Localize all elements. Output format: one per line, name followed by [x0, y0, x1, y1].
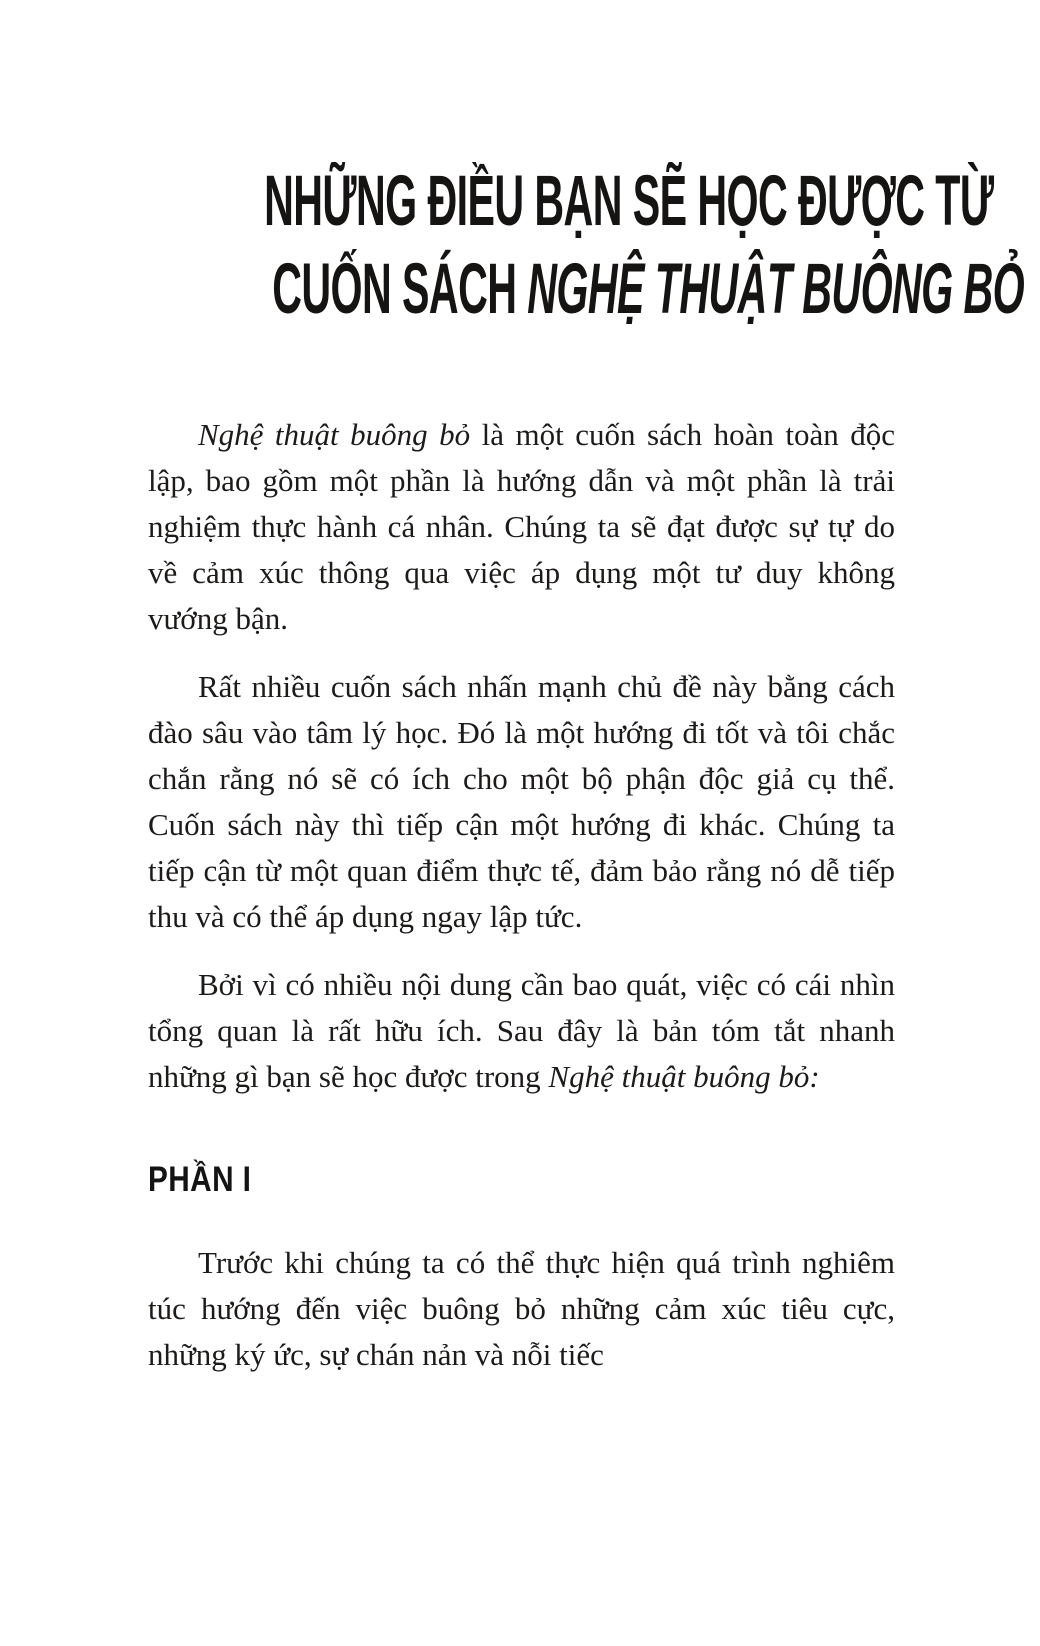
chapter-title-line2-prefix: CUỐN SÁCH — [272, 250, 528, 329]
chapter-title — [0, 158, 1040, 334]
paragraph-3-book-name: Nghệ thuật buông bỏ: — [548, 1059, 820, 1094]
chapter-title-line1-text: NHỮNG ĐIỀU BẠN SẼ HỌC ĐƯỢC TỪ — [264, 162, 994, 241]
paragraph-2 — [148, 664, 895, 940]
section-heading-text: PHẦN I — [148, 1160, 252, 1199]
body-text — [148, 412, 895, 1400]
section-heading — [148, 1152, 895, 1198]
chapter-title-line2-text — [272, 246, 1024, 334]
paragraph-1 — [148, 412, 895, 642]
paragraph-1-text: là một cuốn sách hoàn toàn độc lập, bao gồm một phần là hướng dẫn và một phần là trải nghiệm thực hành cá nhân. Chúng ta sẽ đạt được sự tự do về cảm xúc thông qua việc áp dụng một tư duy không vướng bận. — [148, 417, 895, 636]
paragraph-2-text: Rất nhiều cuốn sách nhấn mạnh chủ đề này bằng cách đào sâu vào tâm lý học. Đó là một hướng đi tốt và tôi chắc chắn rằng nó sẽ có ích cho một bộ phận độc giả cụ thể. Cuốn sách này thì tiếp cận một hướng đi khác. Chúng ta tiếp cận từ một quan điểm thực tế, đảm bảo rằng nó dễ tiếp thu và có thể áp dụng ngay lập tức. — [148, 669, 895, 934]
chapter-title-line1 — [0, 158, 1040, 246]
paragraph-4-text: Trước khi chúng ta có thể thực hiện quá trình nghiêm túc hướng đến việc buông bỏ những cảm xúc tiêu cực, những ký ức, sự chán nản và nỗi tiếc — [148, 1245, 895, 1372]
chapter-title-line2 — [0, 246, 1040, 334]
paragraph-1-book-name: Nghệ thuật buông bỏ — [198, 417, 471, 452]
paragraph-4 — [148, 1240, 895, 1378]
paragraph-3 — [148, 962, 895, 1100]
chapter-title-book-name: NGHỆ THUẬT BUÔNG BỎ — [527, 250, 1025, 329]
paragraph-3-text: Bởi vì có nhiều nội dung cần bao quát, việc có cái nhìn tổng quan là rất hữu ích. Sau đây là bản tóm tắt nhanh những gì bạn sẽ học được trong — [148, 967, 895, 1094]
